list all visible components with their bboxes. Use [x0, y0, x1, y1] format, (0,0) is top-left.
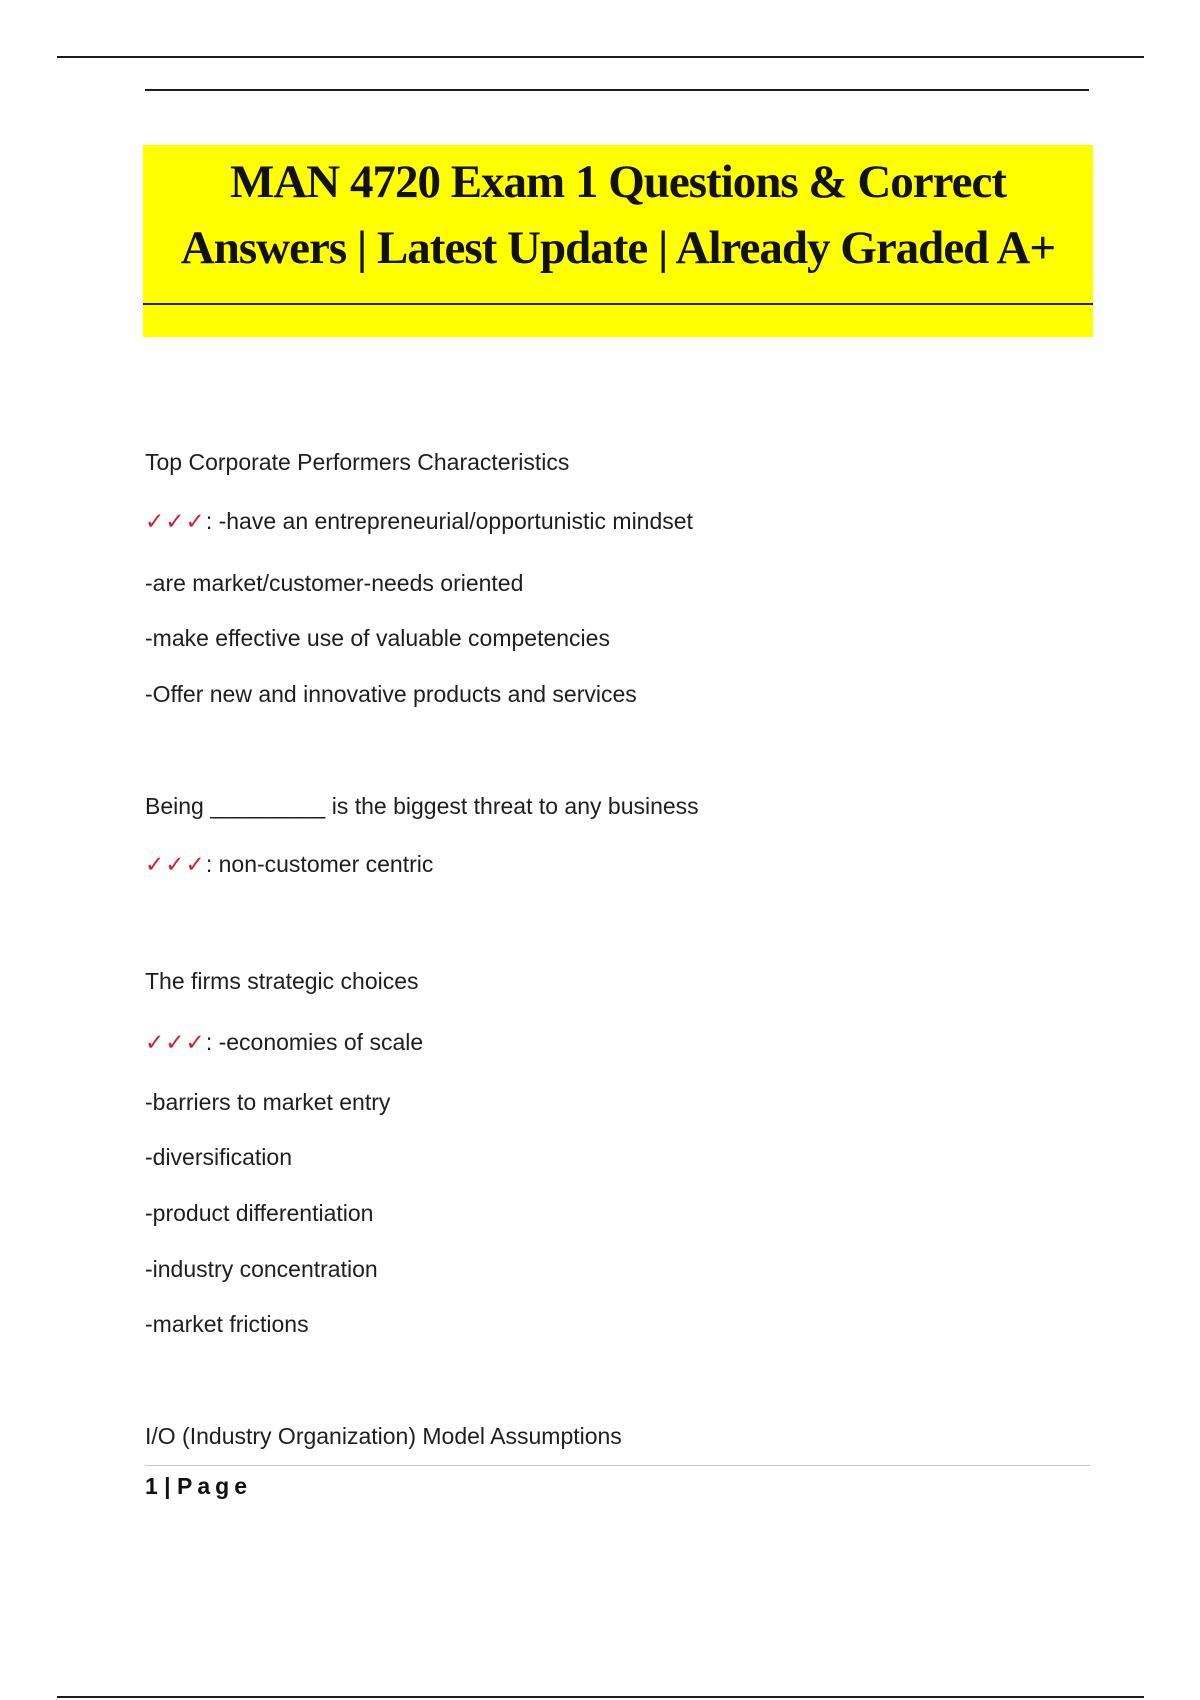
answer-3-text: -economies of scale [218, 1029, 424, 1055]
title-underline [143, 303, 1093, 305]
checkmark-icon: ✓✓✓ [145, 508, 206, 534]
answer-1-line-3: -make effective use of valuable competencies [145, 625, 610, 651]
checkmark-icon: ✓✓✓ [145, 851, 206, 877]
answer-2-text: non-customer centric [218, 851, 434, 877]
answer-separator: : [205, 851, 219, 877]
document-title-line-1: MAN 4720 Exam 1 Questions & Correct [229, 156, 1007, 208]
page-label: Page [177, 1473, 252, 1499]
question-3: The firms strategic choices [145, 968, 419, 994]
answer-3-line-4: -product differentiation [145, 1200, 374, 1226]
answer-separator: : [205, 1029, 219, 1055]
answer-3-line-5: -industry concentration [145, 1256, 378, 1282]
answer-3-line-3: -diversification [145, 1144, 292, 1170]
page-footer [145, 1472, 252, 1500]
answer-2-first [145, 850, 433, 878]
answer-separator: : [205, 508, 219, 534]
page-bottom-rule [57, 1696, 1144, 1698]
page-number: 1 [145, 1473, 158, 1499]
answer-1-first [145, 507, 693, 535]
question-1: Top Corporate Performers Characteristics [145, 449, 570, 475]
header-rule [145, 89, 1089, 91]
answer-3-line-2: -barriers to market entry [145, 1089, 391, 1115]
question-4: I/O (Industry Organization) Model Assumptions [145, 1423, 622, 1449]
answer-3-line-6: -market frictions [145, 1311, 309, 1337]
answer-3-first [145, 1028, 423, 1056]
answer-1-text: -have an entrepreneurial/opportunistic mindset [218, 508, 693, 534]
document-title [143, 145, 1093, 281]
document-title-line-2: Answers | Latest Update | Already Graded A+ [180, 222, 1056, 274]
question-2: Being _________ is the biggest threat to any business [145, 793, 699, 819]
title-banner [143, 145, 1093, 337]
answer-1-line-2: -are market/customer-needs oriented [145, 570, 524, 596]
answer-1-line-4: -Offer new and innovative products and services [145, 681, 637, 707]
footer-rule [145, 1465, 1090, 1466]
page-separator: | [157, 1473, 178, 1499]
page-top-rule [57, 56, 1144, 58]
checkmark-icon: ✓✓✓ [145, 1029, 206, 1055]
